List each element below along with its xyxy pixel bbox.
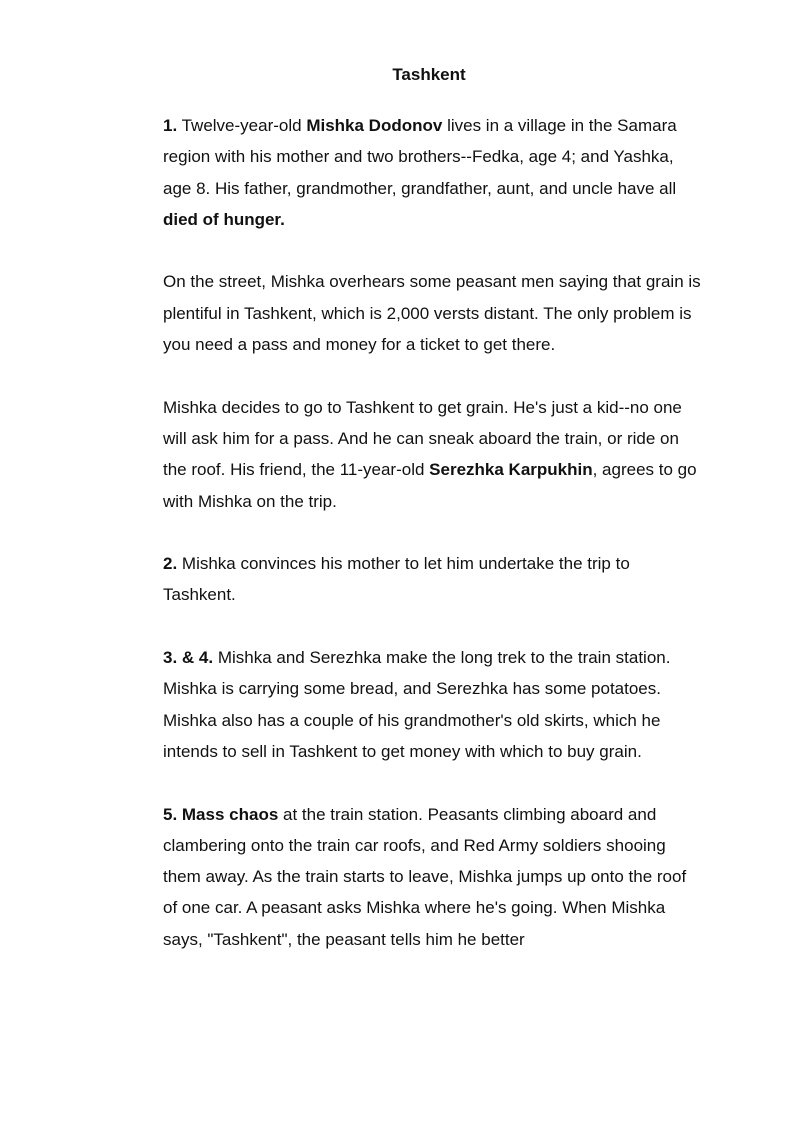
section-number: 2. (163, 554, 178, 574)
paragraph-6 (163, 799, 703, 955)
document-title: Tashkent (392, 65, 466, 84)
text-run: Mishka decides to go to Tashkent to get grain. He's just a kid--no one will ask him for a pass. And he can sneak aboard the train, or ride on the roof. His friend, the 11-year-old (163, 397, 682, 480)
paragraph-1 (163, 110, 703, 235)
section-number: 3. & 4. (163, 648, 214, 668)
section-number: 5. Mass chaos (163, 804, 279, 824)
text-run: Mishka and Serezhka make the long trek to the train station. Mishka is carrying some bread, and Serezhka has some potatoes. Mishka also has a couple of his grandmother's old skirts, which he intends to sell in Tashkent to get money with which to buy grain. (163, 648, 671, 761)
paragraph-3 (163, 392, 703, 517)
section-number: 1. (163, 116, 178, 135)
text-run: Twelve-year-old (177, 116, 307, 135)
paragraph-2 (163, 266, 703, 360)
character-name: Serezhka Karpukhin (429, 460, 593, 480)
text-run: , agrees to go with Mishka on the trip. (163, 460, 697, 511)
emphasis-text: died of hunger. (163, 209, 285, 229)
text-run: On the street, Mishka overhears some peasant men saying that grain is plentiful in Tashkent, which is 2,000 versts distant. The only problem is you need a pass and money for a ticket to get there. (163, 272, 701, 355)
text-run: Mishka convinces his mother to let him undertake the trip to Tashkent. (163, 554, 630, 605)
paragraph-4 (163, 548, 703, 611)
document-body (163, 110, 703, 986)
text-run: lives in a village in the Samara region with his mother and two brothers--Fedka, age 4; and Yashka, age 8. His father, grandmother, grandfather, aunt, and uncle have all (163, 116, 677, 198)
text-run: at the train station. Peasants climbing aboard and clambering onto the train car roofs, and Red Army soldiers shooing them away. As the train starts to leave, Mishka jumps up onto the roof of one car. A peasant asks Mishka where he's going. When Mishka says, "Tashkent", the peasant tells him he better (163, 804, 687, 949)
paragraph-5 (163, 642, 703, 767)
character-name: Mishka Dodonov (306, 116, 443, 135)
